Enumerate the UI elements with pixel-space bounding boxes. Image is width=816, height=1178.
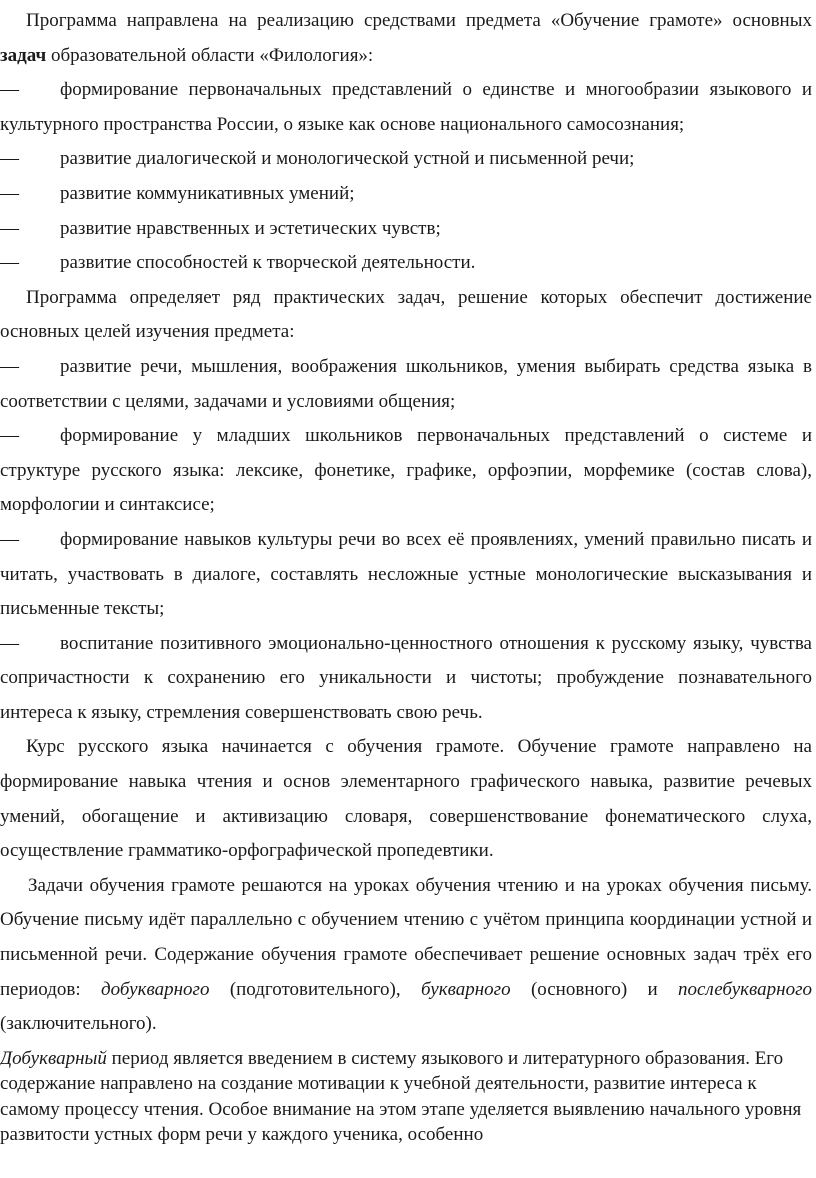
dash-marker: — [0, 632, 19, 654]
list-item [0, 419, 812, 523]
dash-marker: — [0, 148, 19, 170]
list-item-text: формирование навыков культуры речи во всех её проявлениях, умений правильно писать и читать, участвовать в диалоге, составлять несложные устные монологические высказывания и письменные тексты; [0, 528, 812, 620]
dash-marker: — [0, 79, 19, 101]
intro-paragraph [0, 4, 812, 73]
list-item-text: формирование первоначальных представлений о единстве и многообразии языкового и культурного пространства России, о языке как основе национального самосознания; [0, 79, 812, 135]
intro-text-end: образовательной области «Филология»: [46, 44, 374, 66]
intro-text: Программа направлена на реализацию средствами предмета «Обучение грамоте» основных [26, 10, 812, 31]
tasks-list [0, 350, 812, 731]
periods-text: (основного) и [510, 978, 679, 1000]
list-item [0, 523, 812, 627]
list-item-text: развитие коммуникативных умений; [60, 182, 355, 204]
list-item [0, 73, 812, 142]
period-term-postbukvar: послебукварного [678, 978, 812, 1000]
periods-text: (заключительного). [0, 1013, 157, 1035]
dash-marker: — [0, 182, 19, 204]
prebukvar-paragraph [0, 1046, 812, 1148]
list-item-text: развитие нравственных и эстетических чувств; [60, 217, 441, 239]
list-item [0, 350, 812, 419]
periods-text: (подготовительного), [209, 978, 421, 1000]
intro-bold-word: задач [0, 44, 47, 66]
period-term-prebukvar: добукварного [101, 978, 210, 1000]
tasks-paragraph: Программа определяет ряд практических задач, решение которых обеспечит достижение основных целей изучения предмета: [0, 286, 812, 343]
dash-marker: — [0, 355, 19, 377]
list-item-text: формирование у младших школьников первоначальных представлений о системе и структуре русского языка: лексике, фонетике, графике, орфоэпии, морфемике (состав слова), морфологии и синтаксисе; [0, 425, 812, 516]
prebukvar-text: период является введением в систему языкового и литературного образования. Его содержание направлено на создание мотивации к учебной деятельности, развитие интереса к самому процессу чтения. Особое внимание на этом этапе уделяется выявлению начального уровня развитости устных форм речи у каждого ученика, особенно [0, 1047, 802, 1146]
dash-marker: — [0, 528, 19, 550]
list-item [0, 627, 812, 731]
list-item [0, 177, 812, 212]
dash-marker: — [0, 425, 19, 447]
list-item-text: развитие речи, мышления, воображения школьников, умения выбирать средства языка в соответствии с целями, задачами и условиями общения; [0, 355, 812, 412]
list-item-text: развитие способностей к творческой деятельности. [60, 252, 476, 274]
list-item [0, 246, 812, 281]
list-item [0, 142, 812, 177]
list-item [0, 212, 812, 247]
goals-list [0, 73, 812, 281]
period-term-bukvar: букварного [421, 978, 511, 1000]
course-paragraph: Курс русского языка начинается с обучения грамоте. Обучение грамоте направлено на формирование навыка чтения и основ элементарного графического навыка, развитие речевых умений, обогащение и активизацию словаря, совершенствование фонематического слуха, осуществление грамматико-орфографической пропедевтики. [0, 736, 812, 862]
periods-paragraph [0, 869, 812, 1042]
dash-marker: — [0, 252, 19, 274]
list-item-text: воспитание позитивного эмоционально-ценностного отношения к русскому языку, чувства сопричастности к сохранению его уникальности и чистоты; пробуждение познавательного интереса к языку, стремления совершенствовать свою речь. [0, 632, 812, 723]
periods-text: Задачи обучения грамоте решаются на уроках обучения чтению и на уроках обучения письму. Обучение письму идёт параллельно с обучением чтению с учётом принципа координации устной и письменной речи. Содержание обучения грамоте обеспечивает решение основных задач трёх его периодов: [0, 874, 812, 1000]
list-item-text: развитие диалогической и монологической устной и письменной речи; [60, 148, 635, 170]
prebukvar-term: Добукварный [0, 1047, 107, 1069]
dash-marker: — [0, 217, 19, 239]
